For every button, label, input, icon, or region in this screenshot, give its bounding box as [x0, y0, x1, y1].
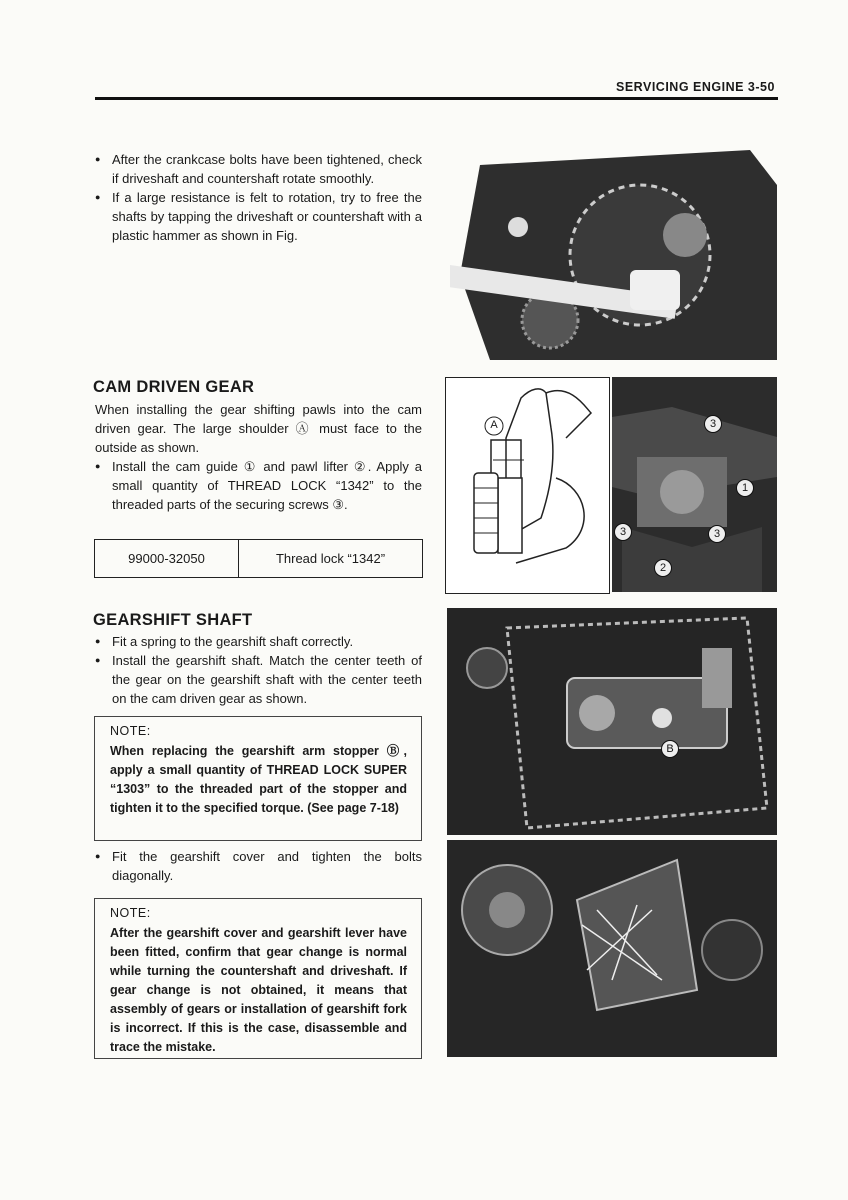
photo-label-3-top: 3	[704, 415, 722, 433]
photo-label-3-right: 3	[708, 525, 726, 543]
note-arm-stopper	[94, 716, 422, 841]
gearshift-bullets	[95, 632, 422, 708]
part-name: Thread lock “1342”	[275, 551, 386, 566]
photo-label-1: 1	[736, 479, 754, 497]
gearshift-bullet-3-block	[95, 847, 422, 885]
cam-paragraph: When installing the gear shifting pawls into the cam driven gear. The large shoulder Ⓐ must face to the outside as shown.	[95, 402, 422, 455]
part-number: 99000-32050	[95, 540, 239, 577]
cam-text-block	[95, 400, 422, 514]
cam-bullet: ● Install the cam guide ① and pawl lifter ②. Apply a small quantity of THREAD LOCK “1342” to the threaded parts of the securing screws ③.	[95, 457, 422, 514]
photo-label-2: 2	[654, 559, 672, 577]
gearshift-bullet-2: ● Install the gearshift shaft. Match the center teeth of the gear on the gearshift shaft with the center teeth on the cam driven gear as shown.	[95, 651, 422, 708]
note-2-text: After the gearshift cover and gearshift lever have been fitted, confirm that gear change is normal while turning the countershaft and driveshaft. If gear change is not obtained, it means that assembly of gears or installation of gearshift fork is incorrect. If this is the case, disassemble and trace the mistake.	[110, 926, 407, 1054]
header-rule	[95, 97, 778, 100]
page-header: SERVICING ENGINE 3-50	[616, 80, 775, 94]
note-1-text: When replacing the gearshift arm stopper Ⓑ, apply a small quantity of THREAD LOCK SUPER “1303” to the threaded part of the stopper and tighten it to the specified torque. (See page 7-18)	[110, 744, 407, 815]
gearshift-bullet-3: ● Fit the gearshift cover and tighten the bolts diagonally.	[95, 847, 422, 885]
gearshift-shaft-photo	[447, 608, 777, 835]
note-gear-change	[94, 898, 422, 1059]
cam-guide-photo	[612, 377, 777, 592]
intro-bullet-2: ● If a large resistance is felt to rotation, try to free the shafts by tapping the driveshaft or countershaft with a plastic hammer as shown in Fig.	[95, 188, 422, 245]
note-2-title: NOTE:	[110, 906, 151, 920]
photo-label-3-left: 3	[614, 523, 632, 541]
crankcase-photo	[450, 145, 777, 360]
cam-driven-gear-title: CAM DRIVEN GEAR	[93, 378, 255, 396]
stopper-b-label: B	[661, 740, 679, 758]
gearshift-bullet-1: ● Fit a spring to the gearshift shaft correctly.	[95, 632, 422, 651]
gearshift-cover-photo	[447, 840, 777, 1057]
pawl-diagram	[445, 377, 610, 594]
gearshift-shaft-title: GEARSHIFT SHAFT	[93, 611, 253, 629]
intro-bullet-1: ● After the crankcase bolts have been tightened, check if driveshaft and countershaft rotate smoothly.	[95, 150, 422, 188]
shoulder-a-label: A	[490, 419, 498, 431]
note-1-title: NOTE:	[110, 724, 151, 738]
intro-bullets	[95, 150, 422, 245]
thread-lock-table	[94, 539, 423, 578]
